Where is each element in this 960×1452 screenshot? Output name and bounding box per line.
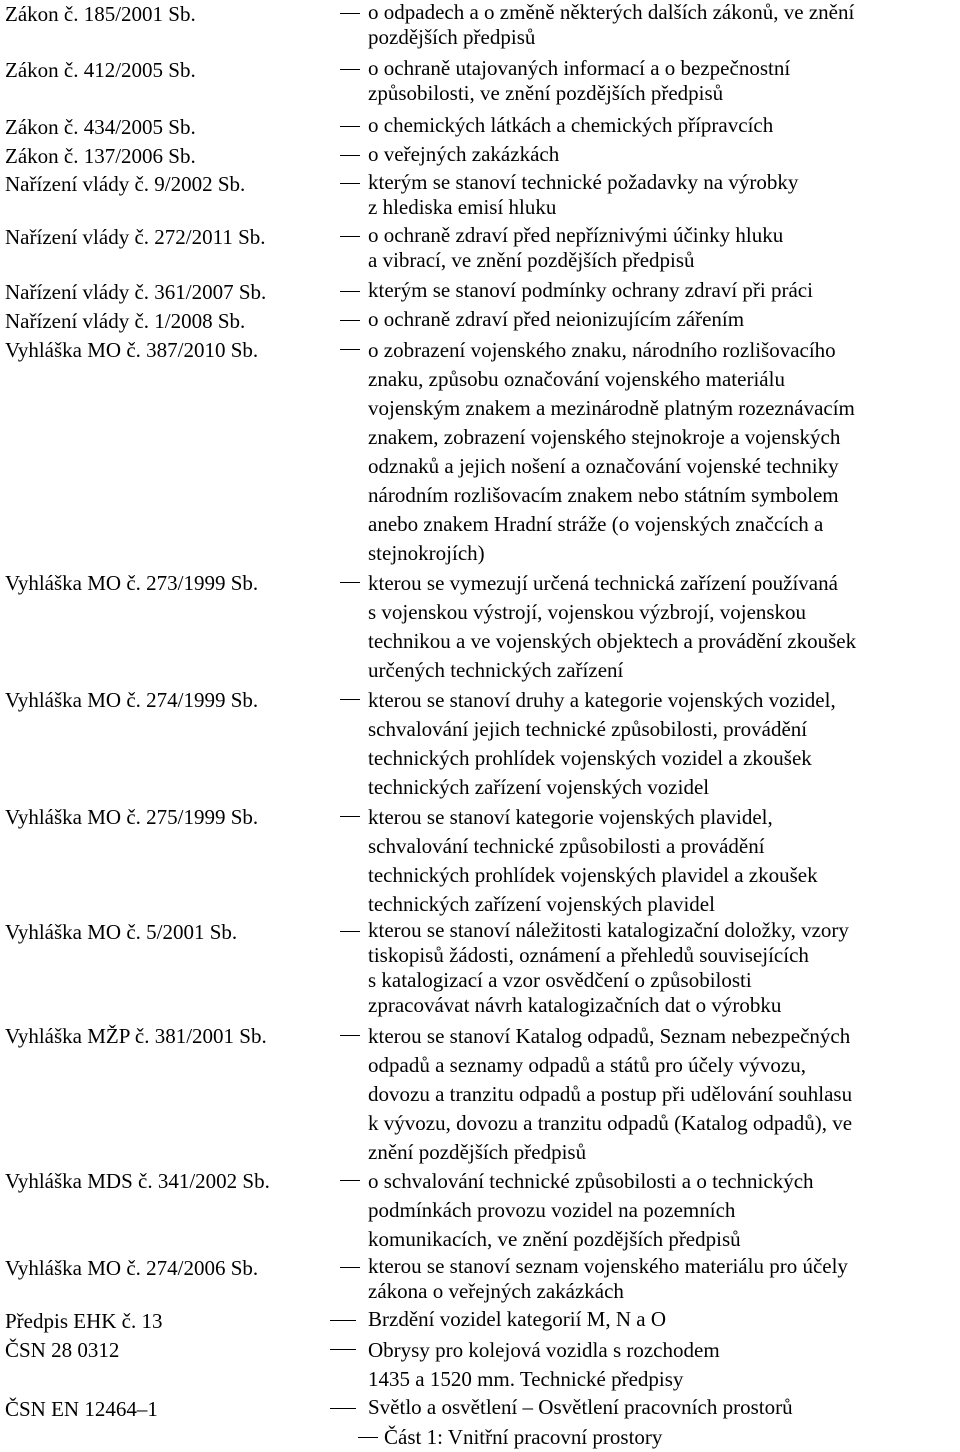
- description-line: zákona o veřejných zakázkách: [368, 1279, 624, 1303]
- description-line: tiskopisů žádosti, oznámení a přehledů souvisejících: [368, 943, 809, 967]
- law-reference: Zákon č. 137/2006 Sb.: [5, 144, 196, 168]
- description-line: odznaků a jejich nošení a označování vojenské techniky: [368, 454, 839, 478]
- law-reference: Nařízení vlády č. 272/2011 Sb.: [5, 225, 266, 249]
- description-line: kterou se stanoví Katalog odpadů, Seznam nebezpečných: [368, 1024, 851, 1048]
- description-line: o ochraně zdraví před nepříznivými účinky hluku: [368, 223, 784, 247]
- description-line: o ochraně utajovaných informací a o bezpečnostní: [368, 56, 791, 80]
- law-description: [368, 686, 960, 802]
- description-line: komunikacích, ve znění pozdějších předpisů: [368, 1227, 741, 1251]
- law-description: [368, 0, 960, 50]
- separator-dash: [330, 1349, 356, 1350]
- description-line: o ochraně zdraví před neionizujícím zářením: [368, 307, 745, 331]
- separator-dash: [340, 699, 360, 700]
- description-line: s katalogizací a vzor osvědčení o způsobilosti: [368, 968, 752, 992]
- description-line: s vojenskou výstrojí, vojenskou výzbrojí, vojenskou: [368, 600, 807, 624]
- description-line: Obrysy pro kolejová vozidla s rozchodem: [368, 1338, 720, 1362]
- law-description: [368, 142, 960, 167]
- law-reference: Vyhláška MO č. 5/2001 Sb.: [5, 920, 238, 944]
- law-reference: Zákon č. 185/2001 Sb.: [5, 2, 196, 26]
- law-reference: Vyhláška MŽP č. 381/2001 Sb.: [5, 1024, 267, 1048]
- law-reference: Vyhláška MDS č. 341/2002 Sb.: [5, 1169, 270, 1193]
- description-line: o schvalování technické způsobilosti a o technických: [368, 1169, 814, 1193]
- law-reference: Vyhláška MO č. 275/1999 Sb.: [5, 805, 259, 829]
- description-line: vojenským znakem a mezinárodně platným rozeznávacím: [368, 396, 855, 420]
- law-description: [368, 223, 960, 273]
- separator-dash: [340, 13, 360, 14]
- law-description: [368, 918, 960, 1018]
- separator-dash: [340, 931, 360, 932]
- description-line: stejnokrojích): [368, 541, 485, 565]
- law-description: [368, 1167, 960, 1254]
- description-line: znaku, způsobu označování vojenského materiálu: [368, 367, 785, 391]
- description-line: kterým se stanoví technické požadavky na výrobky: [368, 170, 799, 194]
- law-description: [368, 1254, 960, 1304]
- separator-dash: [330, 1320, 356, 1321]
- description-line: zpracovávat návrh katalogizačních dat o výrobku: [368, 993, 782, 1017]
- law-reference: ČSN 28 0312: [5, 1338, 120, 1362]
- law-reference: Vyhláška MO č. 274/2006 Sb.: [5, 1256, 259, 1280]
- description-line: o zobrazení vojenského znaku, národního rozlišovacího: [368, 338, 836, 362]
- description-line: anebo znakem Hradní stráže (o vojenských značcích a: [368, 512, 824, 536]
- description-line: Světlo a osvětlení – Osvětlení pracovních prostorů: [368, 1395, 793, 1419]
- separator-dash: [340, 349, 360, 350]
- description-line: a vibrací, ve znění pozdějších předpisů: [368, 248, 695, 272]
- description-line: znění pozdějších předpisů: [368, 1140, 587, 1164]
- separator-dash: [340, 1267, 360, 1268]
- law-description: [368, 1395, 960, 1420]
- description-line: podmínkách provozu vozidel na pozemních: [368, 1198, 736, 1222]
- separator-dash: [340, 1035, 360, 1036]
- description-line: o odpadech a o změně některých dalších zákonů, ve znění: [368, 0, 855, 24]
- law-reference: Vyhláška MO č. 273/1999 Sb.: [5, 571, 259, 595]
- description-line: schvalování jejich technické způsobilosti, provádění: [368, 717, 808, 741]
- description-line: znakem, zobrazení vojenského stejnokroje a vojenských: [368, 425, 841, 449]
- law-reference: Nařízení vlády č. 9/2002 Sb.: [5, 172, 246, 196]
- law-description: [368, 803, 960, 919]
- law-description: [368, 336, 960, 568]
- description-line: kterou se stanoví seznam vojenského materiálu pro účely: [368, 1254, 848, 1278]
- description-line: způsobilosti, ve znění pozdějších předpisů: [368, 81, 724, 105]
- law-description: [368, 113, 960, 138]
- description-line: kterou se vymezují určená technická zařízení používaná: [368, 571, 838, 595]
- law-description: [368, 307, 960, 332]
- description-line: 1435 a 1520 mm. Technické předpisy: [368, 1367, 684, 1391]
- law-reference: Nařízení vlády č. 1/2008 Sb.: [5, 309, 246, 333]
- description-line: technikou a ve vojenských objektech a provádění zkoušek: [368, 629, 857, 653]
- description-line: technických zařízení vojenských plavidel: [368, 892, 715, 916]
- description-line: kterou se stanoví náležitosti katalogizační doložky, vzory: [368, 918, 849, 942]
- description-line: národním rozlišovacím znakem nebo státním symbolem: [368, 483, 839, 507]
- law-reference: ČSN EN 12464–1: [5, 1397, 158, 1421]
- separator-dash: [340, 1180, 360, 1181]
- description-line: Brzdění vozidel kategorií M, N a O: [368, 1307, 666, 1331]
- law-description: [368, 1336, 960, 1394]
- description-line: technických zařízení vojenských vozidel: [368, 775, 710, 799]
- separator-dash: [340, 816, 360, 817]
- law-description: [368, 278, 960, 303]
- law-description: [368, 56, 960, 106]
- law-description: [368, 1307, 960, 1332]
- law-reference: Vyhláška MO č. 274/1999 Sb.: [5, 688, 259, 712]
- description-line: kterou se stanoví druhy a kategorie vojenských vozidel,: [368, 688, 836, 712]
- description-line: určených technických zařízení: [368, 658, 624, 682]
- separator-dash: [330, 1408, 356, 1409]
- description-line: k vývozu, dovozu a tranzitu odpadů (Katalog odpadů), ve: [368, 1111, 853, 1135]
- separator-dash: [340, 69, 360, 70]
- law-reference: Zákon č. 434/2005 Sb.: [5, 115, 196, 139]
- law-reference: Nařízení vlády č. 361/2007 Sb.: [5, 280, 267, 304]
- description-line: technických prohlídek vojenských vozidel a zkoušek: [368, 746, 812, 770]
- separator-dash: [358, 1437, 378, 1438]
- description-line: o veřejných zakázkách: [368, 142, 560, 166]
- description-line: z hlediska emisí hluku: [368, 195, 557, 219]
- description-line: kterou se stanoví kategorie vojenských plavidel,: [368, 805, 773, 829]
- description-line: schvalování technické způsobilosti a provádění: [368, 834, 765, 858]
- separator-dash: [340, 155, 360, 156]
- law-description: [368, 170, 960, 220]
- separator-dash: [340, 126, 360, 127]
- law-description: [368, 569, 960, 685]
- separator-dash: [340, 320, 360, 321]
- law-reference: Předpis EHK č. 13: [5, 1309, 163, 1333]
- separator-dash: [340, 236, 360, 237]
- standard-part-title: Část 1: Vnitřní pracovní prostory: [384, 1425, 663, 1449]
- separator-dash: [340, 183, 360, 184]
- description-line: o chemických látkách a chemických přípravcích: [368, 113, 774, 137]
- description-line: dovozu a tranzitu odpadů a postup při udělování souhlasu: [368, 1082, 853, 1106]
- description-line: kterým se stanoví podmínky ochrany zdraví při práci: [368, 278, 813, 302]
- separator-dash: [340, 582, 360, 583]
- law-reference: Zákon č. 412/2005 Sb.: [5, 58, 196, 82]
- separator-dash: [340, 291, 360, 292]
- description-line: technických prohlídek vojenských plavidel a zkoušek: [368, 863, 818, 887]
- description-line: odpadů a seznamy odpadů a států pro účely vývozu,: [368, 1053, 806, 1077]
- law-reference: Vyhláška MO č. 387/2010 Sb.: [5, 338, 259, 362]
- law-description: [368, 1022, 960, 1167]
- description-line: pozdějších předpisů: [368, 25, 536, 49]
